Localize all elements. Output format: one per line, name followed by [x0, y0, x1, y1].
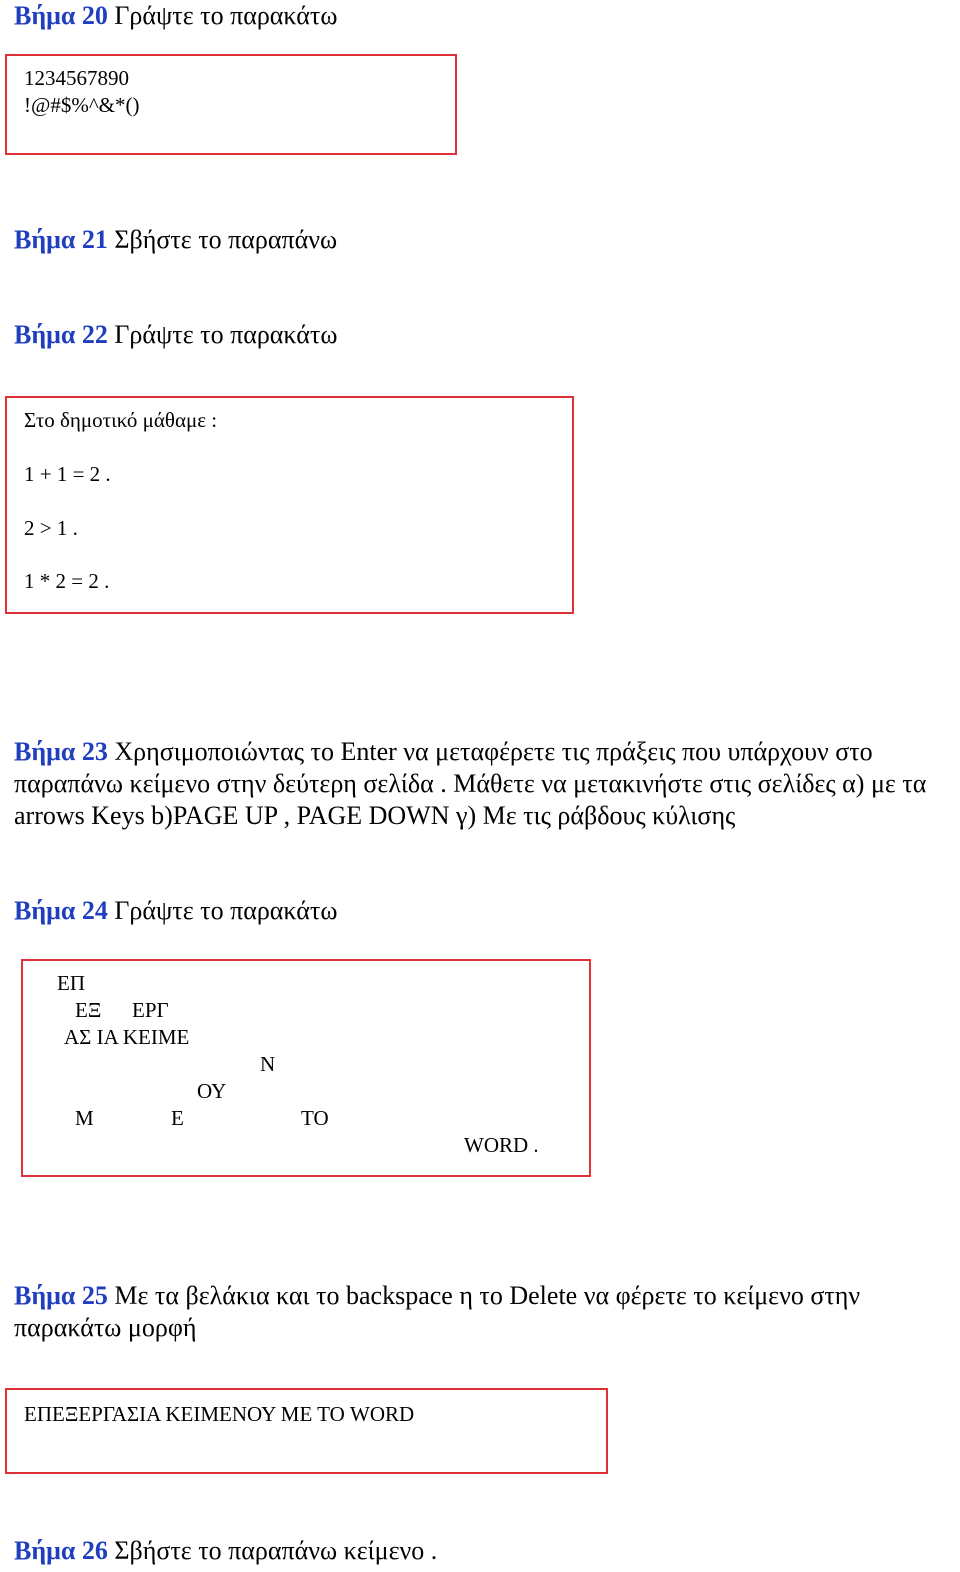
box-24-fragment-7: Μ	[75, 1106, 94, 1130]
step-21-number: Βήμα 21	[14, 225, 108, 254]
step-21-text: Σβήστε το παραπάνω	[107, 225, 338, 254]
box-22-line-3: 2 > 1 .	[24, 516, 78, 540]
box-24-fragment-9: ΤΟ	[301, 1106, 329, 1130]
box-24-fragment-3: ΕΡΓ	[132, 998, 169, 1022]
step-23-instruction	[14, 736, 949, 832]
step-22-text: Γράψτε το παρακάτω	[107, 320, 338, 349]
step-24-text: Γράψτε το παρακάτω	[107, 896, 338, 925]
step-26-instruction	[14, 1535, 437, 1567]
step-20-text: Γράψτε το παρακάτω	[107, 1, 338, 30]
step-22-number: Βήμα 22	[14, 320, 108, 349]
step-20-text-box[interactable]	[5, 54, 457, 155]
step-25-number: Βήμα 25	[14, 1281, 108, 1310]
step-22-instruction	[14, 319, 337, 351]
step-21-instruction	[14, 224, 337, 256]
step-20-instruction	[14, 0, 337, 32]
box-20-line-1: 1234567890	[24, 66, 129, 90]
step-23-number: Βήμα 23	[14, 737, 108, 766]
step-22-text-box[interactable]	[5, 396, 574, 614]
box-20-line-2: !@#$%^&*()	[24, 93, 140, 117]
step-25-instruction	[14, 1280, 949, 1344]
box-24-fragment-10: WORD .	[464, 1133, 539, 1157]
step-25-text-box[interactable]	[5, 1388, 608, 1474]
box-24-fragment-1: ΕΠ	[57, 971, 85, 995]
box-22-line-2: 1 + 1 = 2 .	[24, 462, 111, 486]
box-22-line-1: Στο δημοτικό μάθαμε :	[24, 408, 218, 432]
step-26-text: Σβήστε το παραπάνω κείμενο .	[107, 1536, 438, 1565]
step-24-text-box[interactable]	[21, 959, 591, 1177]
step-25-text: Με τα βελάκια και το backspace η το Delete να φέρετε το κείμενο στην παρακάτω μορφή	[14, 1281, 861, 1342]
step-20-number: Βήμα 20	[14, 1, 108, 30]
step-23-text: Χρησιμοποιώντας το Enter να μεταφέρετε τις πράξεις που υπάρχουν στο παραπάνω κείμενο στην δεύτερη σελίδα . Μάθετε να μετακινήστε στις σελίδες α) με τα arrows Keys b)PAGE UP , PAGE DOWN γ) Με τις ράβδους κύλισης	[14, 737, 927, 830]
box-24-fragment-2: ΕΞ	[75, 998, 102, 1022]
box-24-fragment-8: Ε	[171, 1106, 184, 1130]
box-25-line-1: ΕΠΕΞΕΡΓΑΣΙΑ ΚΕΙΜΕΝΟΥ ΜΕ ΤΟ WORD	[24, 1402, 415, 1426]
box-24-fragment-6: ΟΥ	[197, 1079, 227, 1103]
box-24-fragment-5: Ν	[260, 1052, 276, 1076]
box-22-line-4: 1 * 2 = 2 .	[24, 569, 110, 593]
step-24-number: Βήμα 24	[14, 896, 108, 925]
step-24-instruction	[14, 895, 337, 927]
step-26-number: Βήμα 26	[14, 1536, 108, 1565]
box-24-fragment-4: ΑΣ ΙΑ ΚΕΙΜΕ	[64, 1025, 190, 1049]
